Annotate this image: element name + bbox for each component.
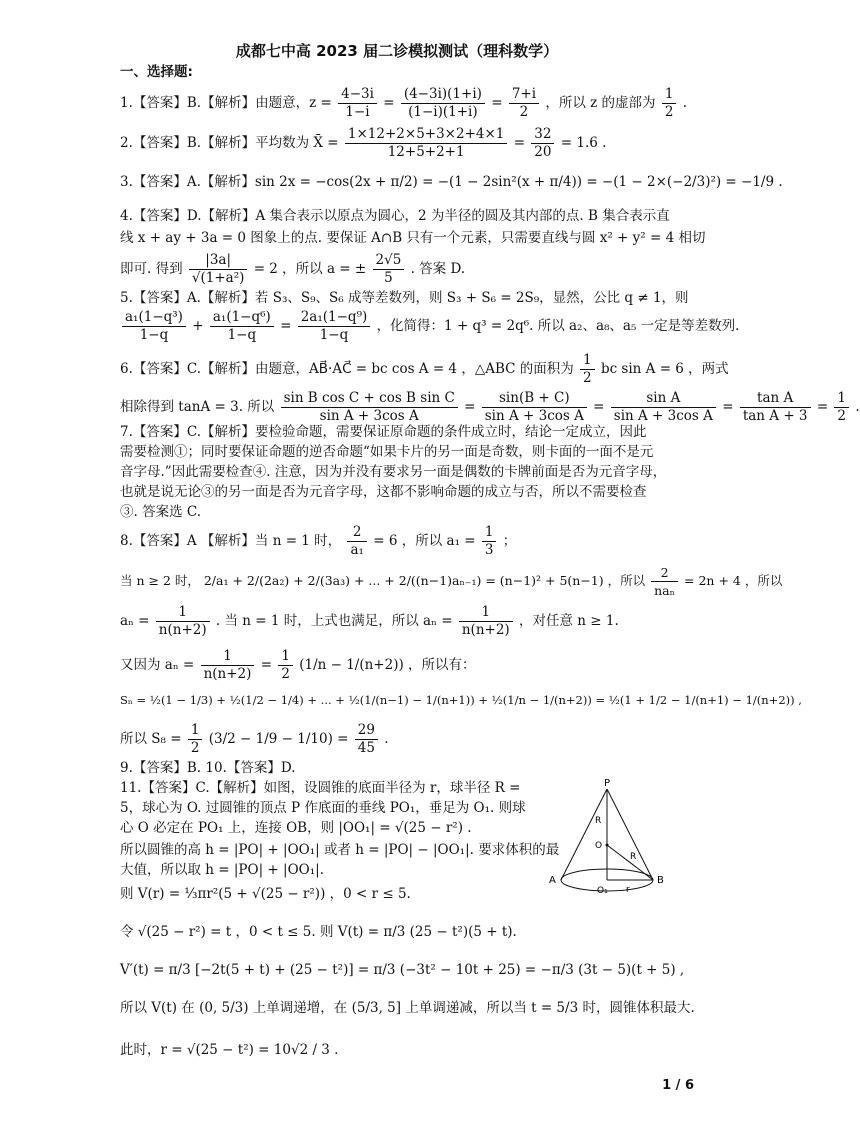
fraction: $\frac{7+i}{2}$ [509, 86, 539, 121]
answer-7-line-5: ③. 答案选 C. [120, 504, 202, 520]
fraction: $\frac{1}{2}$ [188, 722, 203, 757]
answer-11-line-5: 大值，所以取 h = |PO| + |OO₁|. [120, 862, 324, 878]
answer-3: 3.【答案】A.【解析】sin 2x = −cos(2x + π/2) = −(1 − 2sin²(x + π/4)) = −(1 − 2×(−2/3)²) = −1/9 . [120, 174, 783, 190]
fraction: $\frac{32}{20}$ [531, 126, 554, 161]
answer-8-line-6: 所以 S₈ = $\frac{1}{2}$ (3/2 − 1/9 − 1/10) = $\frac{29}{45}$ . [120, 722, 389, 756]
answer-8-line-5: Sₙ = ½(1 − 1/3) + ½(1/2 − 1/4) + ... + ½(1/(n−1) − 1/(n+1)) + ½(1/n − 1/(n+2)) = ½(1 + 1/2 − 1/(n+1) − 1/(n+2)) , [120, 693, 802, 707]
answer-7-line-1: 7.【答案】C.【解析】要检验命题，需要保证原命题的条件成立时，结论一定成立，因此 [120, 424, 647, 440]
answer-4-line-2: 线 x + ay + 3a = 0 图象上的点. 要保证 A∩B 只有一个元素，只需要直线与圆 x² + y² = 4 相切 [120, 230, 706, 246]
answer-5-line-1: 5.【答案】A.【解析】若 S₃、S₉、S₆ 成等差数列，则 S₃ + S₆ = 2S₉，显然，公比 q ≠ 1，则 [120, 290, 689, 306]
answer-7-line-4: 也就是说无论③的另一面是否为元音字母，这都不影响命题的成立与否，所以不需要检查 [120, 484, 647, 500]
answer-1: 1.【答案】B.【解析】由题意，z = $\frac{4-3i}{1-i}$ = $\frac{(4-3i)(1+i)}{(1-i)(1+i)}$ = $\frac{7+i}{2}$ ，所以 z 的虚部为 $\frac{1}{2}$ . [120, 86, 688, 120]
label-r-radius: R [630, 852, 637, 862]
label-p: P [604, 778, 611, 789]
answer-6-line-1: 6.【答案】C.【解析】由题意，AB⃗·AC⃗ = bc cos A = 4 ，△ABC 的面积为 $\frac{1}{2}$ bc sin A = 6 ，两式 [120, 352, 729, 386]
fraction: $\frac{1}{2}$ [278, 648, 293, 683]
answer-9-10: 9.【答案】B. 10.【答案】D. [120, 760, 296, 776]
fraction: $\frac{2√5}{5}$ [373, 252, 405, 287]
answer-4-line-1: 4.【答案】D.【解析】A 集合表示以原点为圆心，2 为半径的圆及其内部的点. B 集合表示直 [120, 208, 670, 224]
answer-5-line-2: $\frac{\text{a₁(1−q³)}}{1-q}$ + $\frac{\text{a₁(1−q⁶)}}{1-q}$ = $\frac{\text{2a₁(1−q⁹)}}{1-q}$ ，化简得：1 + q³ = 2q⁶. 所以 a₂、a₈、a₅ 一定是等差数列. [120, 309, 739, 344]
fraction: $\frac{1}{n(n+2)}$ [156, 604, 210, 639]
fraction: $\frac{1}{2}$ [662, 86, 677, 121]
fraction: $\frac{1}{2}$ [834, 390, 849, 425]
answer-11-line-4: 所以圆锥的高 h = |PO| + |OO₁| 或者 h = |PO| − |OO₁|. 要求体积的最 [120, 842, 560, 858]
answer-7-line-2: 需要检测①；同时要保证命题的逆否命题“如果卡片的另一面是奇数，则卡面的一面不是元 [120, 444, 654, 460]
fraction: $\frac{2}{\text{a₁}}$ [347, 524, 366, 559]
fraction: $\frac{1}{3}$ [482, 524, 497, 559]
answer-8-line-1: 8.【答案】A 【解析】当 n = 1 时， $\frac{2}{\text{a₁}}$ = 6 ，所以 a₁ = $\frac{1}{3}$ ； [120, 524, 517, 558]
answer-11-line-7: 令 √(25 − r²) = t ，0 < t ≤ 5. 则 V(t) = π/3 (25 − t²)(5 + t). [120, 924, 517, 940]
label-b: B [657, 875, 664, 886]
fraction: $\frac{1}{n(n+2)}$ [459, 604, 513, 639]
label-a: A [549, 875, 556, 886]
page-number: 1 / 6 [662, 1078, 694, 1093]
fraction: $\frac{(4-3i)(1+i)}{(1-i)(1+i)}$ [401, 86, 485, 121]
fraction: $\frac{\text{2a₁(1−q⁹)}}{1-q}$ [298, 309, 371, 344]
section-heading: 一、选择题: [120, 64, 193, 80]
fraction: $\frac{1}{n(n+2)}$ [201, 648, 255, 683]
cone-figure [540, 775, 680, 903]
answer-2: 2.【答案】B.【解析】平均数为 X̄ = $\frac{1\times 12+2\times 5+3\times 2+4\times 1}{12+5+2+1}$ = $\frac{32}{20}$ = 1.6 . [120, 126, 607, 160]
fraction: $\frac{\text{a₁(1−q³)}}{1-q}$ [122, 309, 186, 344]
answer-11-line-8: V′(t) = π/3 [−2t(5 + t) + (25 − t²)] = π/3 (−3t² − 10t + 25) = −π/3 (3t − 5)(t + 5) , [120, 962, 685, 978]
fraction: $\frac{\text{a₁(1−q⁶)}}{1-q}$ [210, 309, 274, 344]
label-o1: O₁ [597, 886, 608, 896]
fraction: $\frac{\text{sin A}}{\text{sin A + 3cos A}}$ [611, 390, 716, 425]
fraction: $\frac{1\times 12+2\times 5+3\times 2+4\times 1}{12+5+2+1}$ [345, 126, 507, 161]
answer-11-line-1: 11.【答案】C.【解析】如图，设圆锥的底面半径为 r，球半径 R = [120, 780, 521, 796]
answer-4-line-3: 即可. 得到 $\frac{|3a|}{\text{√(1+a²)}}$ = 2 ，所以 a = ± $\frac{2√5}{5}$ . 答案 D. [120, 252, 466, 286]
label-r: r [626, 885, 630, 895]
fraction: $\frac{29}{45}$ [355, 722, 378, 757]
fraction: $\frac{\text{sin B cos C + cos B sin C}}{\text{sin A + 3cos A}}$ [281, 390, 458, 425]
answer-7-line-3: 音字母.”因此需要检查④. 注意，因为并没有要求另一面是偶数的卡牌前面是否为元音字母， [120, 464, 667, 480]
answer-11-line-6: 则 V(r) = ⅓πr²(5 + √(25 − r²)) ，0 < r ≤ 5. [120, 886, 411, 902]
page-title: 成都七中高 2023 届二诊模拟测试（理科数学） [235, 42, 559, 60]
fraction: $\frac{4-3i}{1-i}$ [338, 86, 377, 121]
answer-11-line-9: 所以 V(t) 在 (0, 5/3) 上单调递增，在 (5/3, 5] 上单调递减，所以当 t = 5/3 时，圆锥体积最大. [120, 1000, 695, 1016]
fraction: $\frac{|3a|}{\text{√(1+a²)}}$ [189, 252, 248, 287]
answer-8-line-2: 当 n ≥ 2 时， 2/a₁ + 2/(2a₂) + 2/(3a₃) + ... + 2/((n−1)aₙ₋₁) = (n−1)² + 5(n−1) ，所以 2 naₙ = 2n + 4 ，所以 [120, 565, 783, 598]
label-o: O [595, 841, 603, 851]
answer-11-line-2: 5，球心为 O. 过圆锥的顶点 P 作底面的垂线 PO₁，垂足为 O₁. 则球 [120, 800, 526, 816]
answer-11-line-3: 心 O 必定在 PO₁ 上，连接 OB，则 |OO₁| = √(25 − r²) . [120, 820, 472, 836]
answer-6-line-2: 相除得到 tanA = 3. 所以 $\frac{\text{sin B cos C + cos B sin C}}{\text{sin A + 3cos A}}$ = $\frac{\sin(B + C)}{\text{sin A + 3cos A}}$ = $\frac{\text{sin A}}{\text{sin A + 3cos A}}$ = $\frac{\text{tan A}}{\text{tan A + 3}}$ = $\frac{1}{2}$ . [120, 390, 860, 424]
fraction: $\frac{\text{tan A}}{\text{tan A + 3}}$ [740, 390, 811, 425]
fraction: $\frac{1}{2}$ [580, 352, 595, 387]
fraction: $\frac{\sin(B + C)}{\text{sin A + 3cos A}}$ [482, 390, 587, 425]
answer-1-lead: 1.【答案】B.【解析】由题意，z = [120, 95, 332, 111]
answer-11-line-10: 此时，r = √(25 − t²) = 10√2 / 3 . [120, 1042, 339, 1058]
answer-8-line-3: aₙ = $\frac{1}{n(n+2)}$ . 当 n = 1 时，上式也满足，所以 aₙ = $\frac{1}{n(n+2)}$ ，对任意 n ≥ 1. [120, 604, 619, 638]
answer-8-line-4: 又因为 aₙ = $\frac{1}{n(n+2)}$ = $\frac{1}{2}$ (1/n − 1/(n+2)) ，所以有： [120, 648, 476, 682]
fraction: 2 naₙ [651, 564, 678, 599]
label-r-height: R [595, 816, 602, 826]
